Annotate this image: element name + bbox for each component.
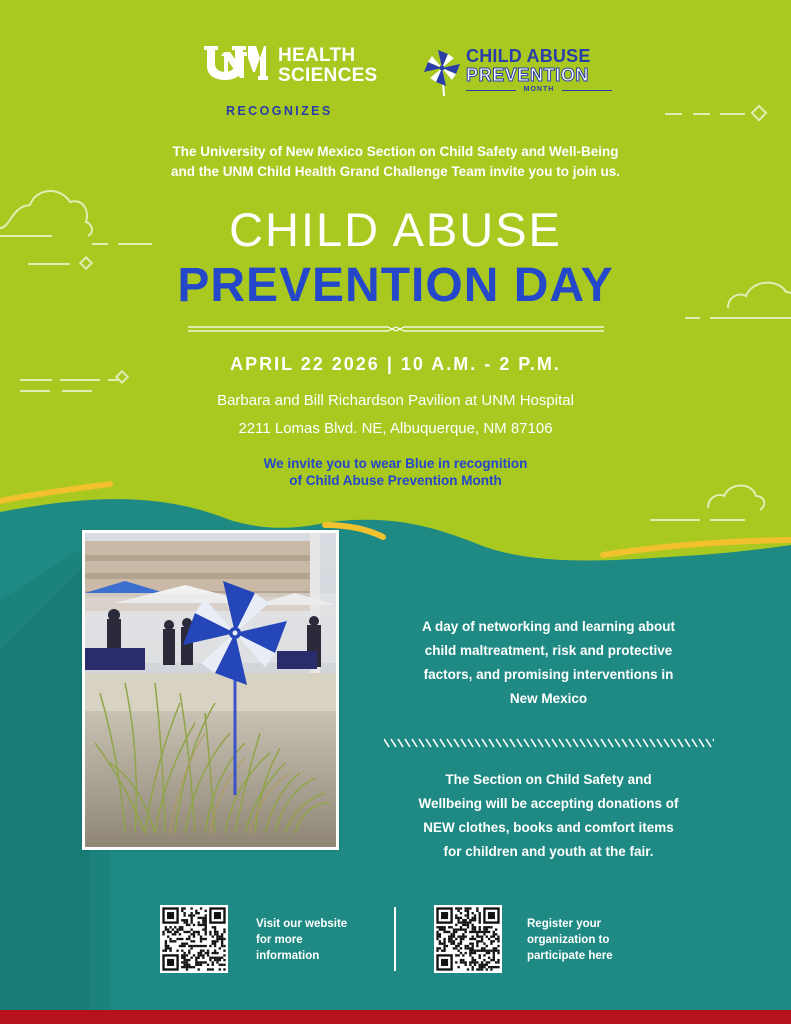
register-qr-line2: organization to [527,934,610,946]
donations-line4: for children and youth at the fair. [443,844,654,859]
website-qr-line3: information [256,950,320,962]
website-qr-line1: Visit our website [256,918,348,930]
donations-line3: NEW clothes, books and comfort items [423,820,674,835]
recognizes-label: RECOGNIZES [226,104,333,118]
wear-blue-note [200,455,591,489]
health-sciences-line2: SCIENCES [278,65,378,86]
register-qr-line1: Register your [527,918,602,930]
donations-note [376,768,721,864]
child-abuse-prevention-month-logo [466,47,616,93]
wear-blue-line2: of Child Abuse Prevention Month [289,473,502,488]
event-description [376,615,721,711]
wear-blue-line1: We invite you to wear Blue in recognition [263,456,528,471]
description-line1: A day of networking and learning about [421,619,675,634]
website-qr-line2: for more [256,934,303,946]
footer-red-bar [0,1010,791,1024]
register-qr-line3: participate here [527,950,613,962]
donations-line2: Wellbeing will be accepting donations of [418,796,679,811]
zigzag-divider [384,737,714,749]
website-qr-caption [256,916,376,964]
invite-line2: and the UNM Child Health Grand Challenge Team invite you to join us. [170,164,621,179]
register-qr-caption [527,916,647,964]
pinwheel-photo-image [85,533,336,847]
invite-text [100,142,691,182]
description-line4: New Mexico [509,691,588,706]
title-line1: CHILD ABUSE [229,203,562,256]
title-divider [188,323,604,335]
unm-logo [202,44,268,84]
donations-line1: The Section on Child Safety and [445,772,652,787]
cap-logo-line2: PREVENTION [466,65,590,85]
pinwheel-icon [422,46,462,96]
pinwheel-photo [82,530,339,850]
health-sciences-line1: HEALTH [278,45,356,66]
register-qr-code[interactable] [434,905,502,973]
description-line2: child maltreatment, risk and protective [424,643,673,658]
title-line2: PREVENTION DAY [177,259,614,312]
health-sciences-wordmark [278,46,378,86]
event-venue: Barbara and Bill Richardson Pavilion at UNM Hospital [217,392,574,409]
cap-logo-line1: CHILD ABUSE [466,46,591,66]
cap-logo-line3: MONTH [466,86,612,93]
event-datetime: APRIL 22 2026 | 10 A.M. - 2 P.M. [230,354,561,374]
website-qr-code[interactable] [160,905,228,973]
event-address: 2211 Lomas Blvd. NE, Albuquerque, NM 87106 [238,420,553,437]
description-line3: factors, and promising interventions in [423,667,674,682]
invite-line1: The University of New Mexico Section on Child Safety and Well-Being [172,144,619,159]
qr-separator [394,907,396,971]
